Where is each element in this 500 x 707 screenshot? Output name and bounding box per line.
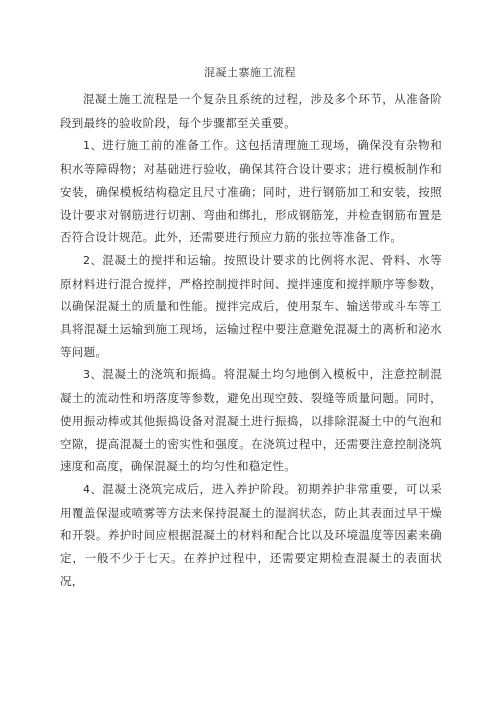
document-title: 混凝土寨施工流程 [204, 66, 296, 79]
step-3-paragraph [60, 363, 442, 478]
paragraph-number: 2、 [83, 253, 103, 267]
step-2-paragraph [60, 249, 442, 364]
paragraph-number: 3、 [83, 368, 103, 382]
paragraph-text: 进行施工前的准备工作。这包括清理施工现场，确保没有杂物和积水等障碍物；对基础进行验收，确保其符合设计要求；进行模板制作和安装，确保模板结构稳定且尺寸准确；同时，进行钢筋加工和安装，按照设计要求对钢筋进行切割、弯曲和绑扎，形成钢筋笼，并检查钢筋布置是否符合设计规范。此外，还需要进行预应力筋的张拉等准备工作。 [60, 138, 442, 245]
intro-paragraph [60, 88, 442, 134]
paragraph-text: 混凝土浇筑完成后，进入养护阶段。初期养护非常重要，可以采用覆盖保湿或喷雾等方法来保持混凝土的湿润状态，防止其表面过早干燥和开裂。养护时间应根据混凝土的材料和配合比以及环境温度等因素来确定，一般不少于七天。在养护过程中，还需要定期检查混凝土的表面状况， [60, 481, 442, 588]
step-4-paragraph [60, 478, 442, 593]
paragraph-number: 1、 [83, 139, 103, 153]
paragraph-text: 混凝土施工流程是一个复杂且系统的过程，涉及多个环节，从准备阶段到最终的验收阶段，每个步骤都至关重要。 [60, 92, 442, 130]
paragraph-number: 4、 [83, 482, 103, 496]
paragraph-text: 混凝土的搅拌和运输。按照设计要求的比例将水泥、骨料、水等原材料进行混合搅拌，严格控制搅拌时间、搅拌速度和搅拌顺序等参数，以确保混凝土的质量和性能。搅拌完成后，使用泵车、输送带或斗车等工具将混凝土运输到施工现场，运输过程中要注意避免混凝土的离析和泌水等问题。 [60, 252, 442, 359]
document-body [60, 88, 442, 592]
paragraph-text: 混凝土的浇筑和振捣。将混凝土均匀地倒入模板中，注意控制混凝土的流动性和坍落度等参数，避免出现空鼓、裂缝等质量问题。同时，使用振动棒或其他振捣设备对混凝土进行振捣，以排除混凝土中的气泡和空隙，提高混凝土的密实性和强度。在浇筑过程中，还需要注意控制浇筑速度和高度，确保混凝土的均匀性和稳定性。 [60, 367, 442, 474]
step-1-paragraph [60, 134, 442, 249]
